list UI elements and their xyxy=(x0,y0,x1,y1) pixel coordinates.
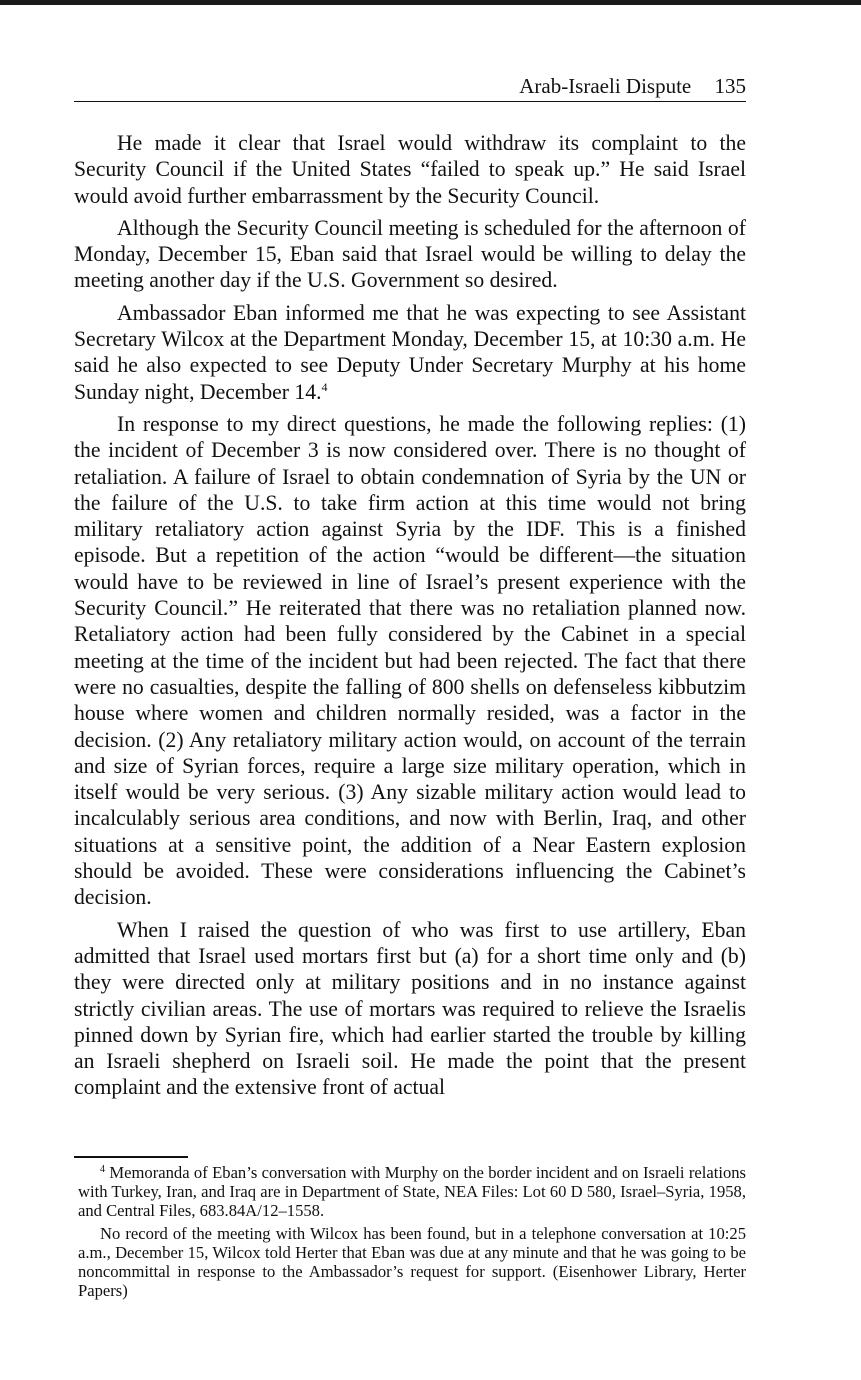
body-text xyxy=(74,130,746,1101)
paragraph: Although the Security Council meeting is scheduled for the afternoon of Monday, December 15, Eban said that Israel would be willing to delay the meeting another day if the U.S. Government so desired. xyxy=(74,215,746,293)
footnote-divider xyxy=(74,1156,188,1158)
footnote xyxy=(78,1163,746,1220)
paragraph: He made it clear that Israel would withdraw its complaint to the Security Council if the United States “failed to speak up.” He said Israel would avoid further embarrassment by the Security Council. xyxy=(74,131,746,208)
paragraph: When I raised the question of who was first to use artillery, Eban admitted that Israel used mortars first but (a) for a short time only and (b) they were directed only at military positions and in no instance against strictly civilian areas. The use of mortars was required to relieve the Israelis pinned down by Syrian fire, which had earlier started the trouble by killing an Israeli shepherd on Israeli soil. He made the point that the present complaint and the extensive front of actual xyxy=(74,917,746,1100)
paragraph-text: Ambassador Eban informed me that he was expecting to see Assistant Secretary Wilcox at the Department Monday, December 15, at 10:30 a.m. He said he also expected to see Deputy Under Secretary Murphy at his home Sunday night, December 14. xyxy=(74,300,746,404)
running-head xyxy=(74,72,746,102)
running-head-title: Arab-Israeli Dispute xyxy=(519,74,692,98)
footnote-reference: 4 xyxy=(321,379,328,394)
page-top-edge xyxy=(0,0,861,5)
footnote-text: Memoranda of Eban’s conversation with Murphy on the border incident and on Israeli relations with Turkey, Iran, and Iraq are in Department of State, NEA Files: Lot 60 D 580, Israel–Syria, 1958, and Central Files, 683.84A/12–1558. xyxy=(78,1163,746,1220)
footnote-mark: 4 xyxy=(100,1164,105,1175)
page-number: 135 xyxy=(714,74,746,98)
footnotes xyxy=(78,1163,746,1304)
paragraph xyxy=(74,300,746,405)
footnote-text: No record of the meeting with Wilcox has been found, but in a telephone conversation at 10:25 a.m., December 15, Wilcox told Herter that Eban was due at any minute and that he was going to be noncommittal in response to the Ambassador’s request for support. (Eisenhower Library, Herter Papers) xyxy=(78,1224,746,1300)
paragraph: In response to my direct questions, he made the following replies: (1) the incident of December 3 is now considered over. There is no thought of retaliation. A failure of Israel to obtain condemnation of Syria by the UN or the failure of the U.S. to take firm action at this time would not bring military retaliatory action against Syria by the IDF. This is a finished episode. But a repetition of the action “would be different—the situation would have to be reviewed in line of Israel’s present experience with the Security Council.” He reiterated that there was no retaliation planned now. Retaliatory action had been fully considered by the Cabinet in a special meeting at the time of the incident but had been rejected. The fact that there were no casualties, despite the falling of 800 shells on defenseless kibbutzim house where women and children normally resided, was a factor in the decision. (2) Any retaliatory military action would, on account of the terrain and size of Syrian forces, require a large size military operation, which in itself would be very serious. (3) Any sizable military action would lead to incalculably serious area conditions, and now with Berlin, Iraq, and other situations at a sensitive point, the addition of a Near Eastern explosion should be avoided. These were considerations influencing the Cabinet’s decision. xyxy=(74,411,746,910)
footnote xyxy=(78,1224,746,1300)
